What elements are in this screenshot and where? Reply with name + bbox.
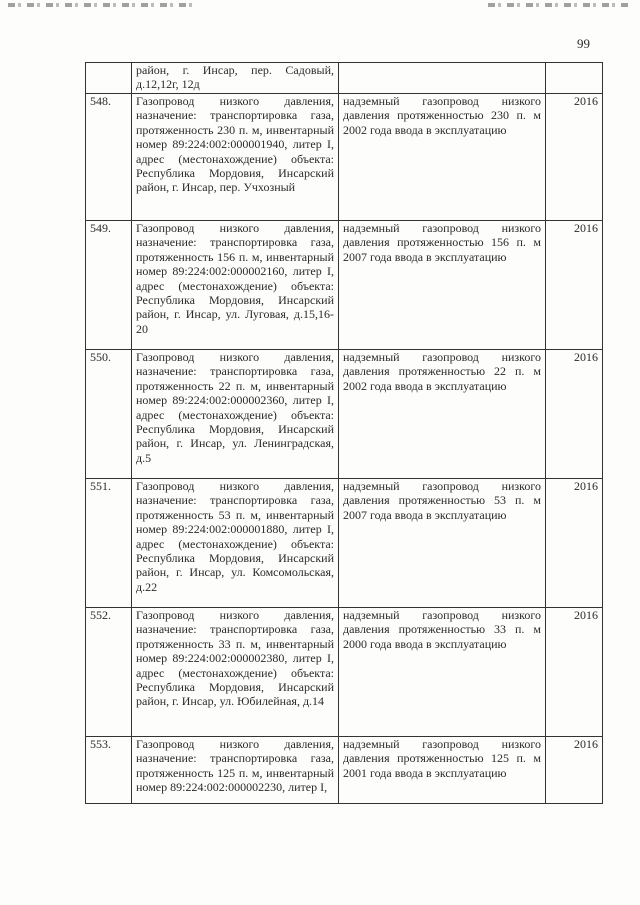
entry-name-cell <box>132 737 339 804</box>
table-row <box>86 94 603 221</box>
entry-number: 549. <box>86 221 132 350</box>
entry-description: надземный газопровод низкого давления протяженностью 156 п. м 2007 года ввода в эксплуатацию <box>343 221 541 264</box>
table-row <box>86 479 603 608</box>
entry-name-cell <box>132 63 339 94</box>
entry-name: Газопровод низкого давления, назначение: транспортировка газа, протяженность 22 п. м, инвентарный номер 89:224:002:000002360, литер I, адрес (местонахождение) объекта: Республика Мордовия, Инсарский район, г. Инсар, ул. Ленинградская, д.5 <box>136 350 334 465</box>
entry-year-cell <box>546 63 603 94</box>
entry-number: 552. <box>86 608 132 737</box>
table-row <box>86 350 603 479</box>
entry-name-cell <box>132 94 339 221</box>
entry-description-cell <box>339 608 546 737</box>
entry-number: 553. <box>86 737 132 804</box>
entry-description-cell <box>339 479 546 608</box>
page-number: 99 <box>577 36 590 51</box>
entry-name-cell <box>132 608 339 737</box>
continued-address-text: район, г. Инсар, пер. Садовый, д.12,12г, 12д <box>136 63 334 92</box>
entry-year: 2016 <box>546 737 603 804</box>
table-row <box>86 221 603 350</box>
entry-description-cell <box>339 94 546 221</box>
entry-description: надземный газопровод низкого давления протяженностью 230 п. м 2002 года ввода в эксплуатацию <box>343 94 541 137</box>
entry-description: надземный газопровод низкого давления протяженностью 53 п. м 2007 года ввода в эксплуатацию <box>343 479 541 522</box>
entry-description-cell <box>339 350 546 479</box>
table-row <box>86 608 603 737</box>
entry-year: 2016 <box>546 350 603 479</box>
entry-year: 2016 <box>546 221 603 350</box>
entry-number-cell <box>86 63 132 94</box>
entry-description: надземный газопровод низкого давления протяженностью 125 п. м 2001 года ввода в эксплуатацию <box>343 737 541 780</box>
entry-description: надземный газопровод низкого давления протяженностью 22 п. м 2002 года ввода в эксплуатацию <box>343 350 541 393</box>
entry-name-cell <box>132 221 339 350</box>
entry-name-cell <box>132 350 339 479</box>
entry-name: Газопровод низкого давления, назначение: транспортировка газа, протяженность 53 п. м, инвентарный номер 89:224:002:000001880, литер I, адрес (местонахождение) объекта: Республика Мордовия, Инсарский район, г. Инсар, ул. Комсомольская, д.22 <box>136 479 334 594</box>
entry-name: Газопровод низкого давления, назначение: транспортировка газа, протяженность 33 п. м, инвентарный номер 89:224:002:000002380, литер I, адрес (местонахождение) объекта: Республика Мордовия, Инсарский район, г. Инсар, ул. Юбилейная, д.14 <box>136 608 334 709</box>
entry-name-cell <box>132 479 339 608</box>
entry-description-cell <box>339 221 546 350</box>
property-register-table <box>85 62 603 804</box>
scan-artifact-left <box>8 3 198 7</box>
entry-description: надземный газопровод низкого давления протяженностью 33 п. м 2000 года ввода в эксплуатацию <box>343 608 541 651</box>
entry-name: Газопровод низкого давления, назначение: транспортировка газа, протяженность 230 п. м, инвентарный номер 89:224:002:000001940, литер I, адрес (местонахождение) объекта: Республика Мордовия, Инсарский район, г. Инсар, пер. Учхозный <box>136 94 334 195</box>
entry-year: 2016 <box>546 608 603 737</box>
entry-number: 551. <box>86 479 132 608</box>
entry-year: 2016 <box>546 479 603 608</box>
table-row-continued <box>86 63 603 94</box>
entry-description-cell <box>339 63 546 94</box>
table-row <box>86 737 603 804</box>
entry-name: Газопровод низкого давления, назначение: транспортировка газа, протяженность 156 п. м, инвентарный номер 89:224:002:000002160, литер I, адрес (местонахождение) объекта: Республика Мордовия, Инсарский район, г. Инсар, ул. Луговая, д.15,16-20 <box>136 221 334 336</box>
entry-year: 2016 <box>546 94 603 221</box>
scan-artifact-right <box>488 3 628 7</box>
entry-description-cell <box>339 737 546 804</box>
entry-number: 548. <box>86 94 132 221</box>
entry-number: 550. <box>86 350 132 479</box>
entry-name: Газопровод низкого давления, назначение: транспортировка газа, протяженность 125 п. м, инвентарный номер 89:224:002:000002230, литер I, <box>136 737 334 795</box>
